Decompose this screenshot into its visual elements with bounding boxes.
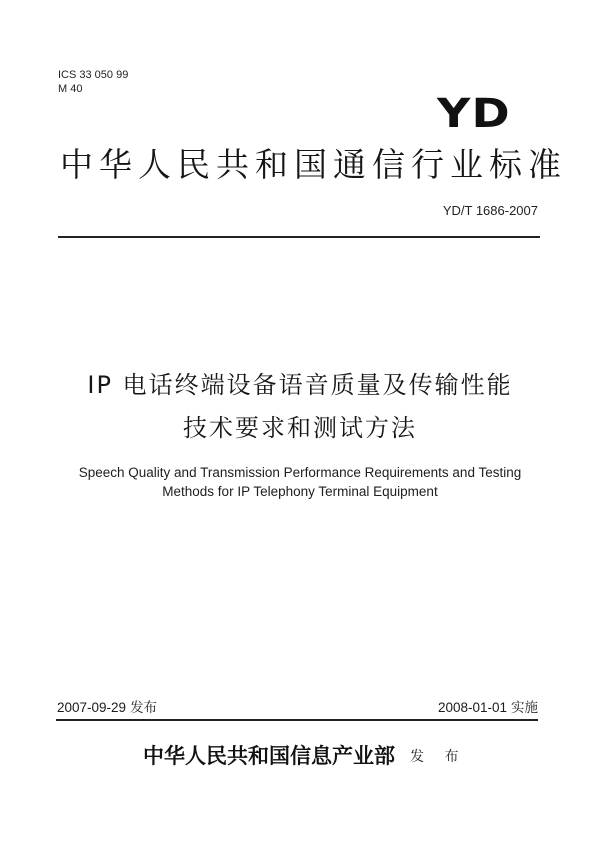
standard-type-heading: 中华人民共和国通信行业标准: [60, 145, 567, 184]
publisher-name: 中华人民共和国信息产业部: [143, 743, 395, 768]
category-code: M 40: [58, 83, 83, 95]
bottom-divider: [56, 719, 538, 721]
issue-date: [57, 700, 157, 716]
implementation-date-label: 实施: [511, 700, 538, 716]
english-title-line-2: Methods for IP Telephony Terminal Equipment: [162, 484, 438, 499]
implementation-date-value: 2008-01-01: [437, 700, 507, 715]
ics-code: ICS 33 050 99: [58, 69, 129, 81]
standard-number: YD/T 1686-2007: [442, 203, 538, 218]
publisher-action: 发 布: [410, 749, 467, 765]
issue-date-label: 发布: [130, 700, 158, 716]
chinese-title-line-2: 技术要求和测试方法: [183, 414, 417, 442]
english-title-line-1: Speech Quality and Transmission Performance Requirements and Testing: [78, 465, 522, 480]
top-divider: [58, 236, 540, 238]
issue-date-value: 2007-09-29: [57, 700, 127, 715]
implementation-date: [438, 700, 538, 716]
chinese-title-line-1: IP 电话终端设备语音质量及传输性能: [87, 371, 513, 399]
yd-logo: YD: [437, 91, 511, 137]
classification-codes: [58, 68, 128, 96]
